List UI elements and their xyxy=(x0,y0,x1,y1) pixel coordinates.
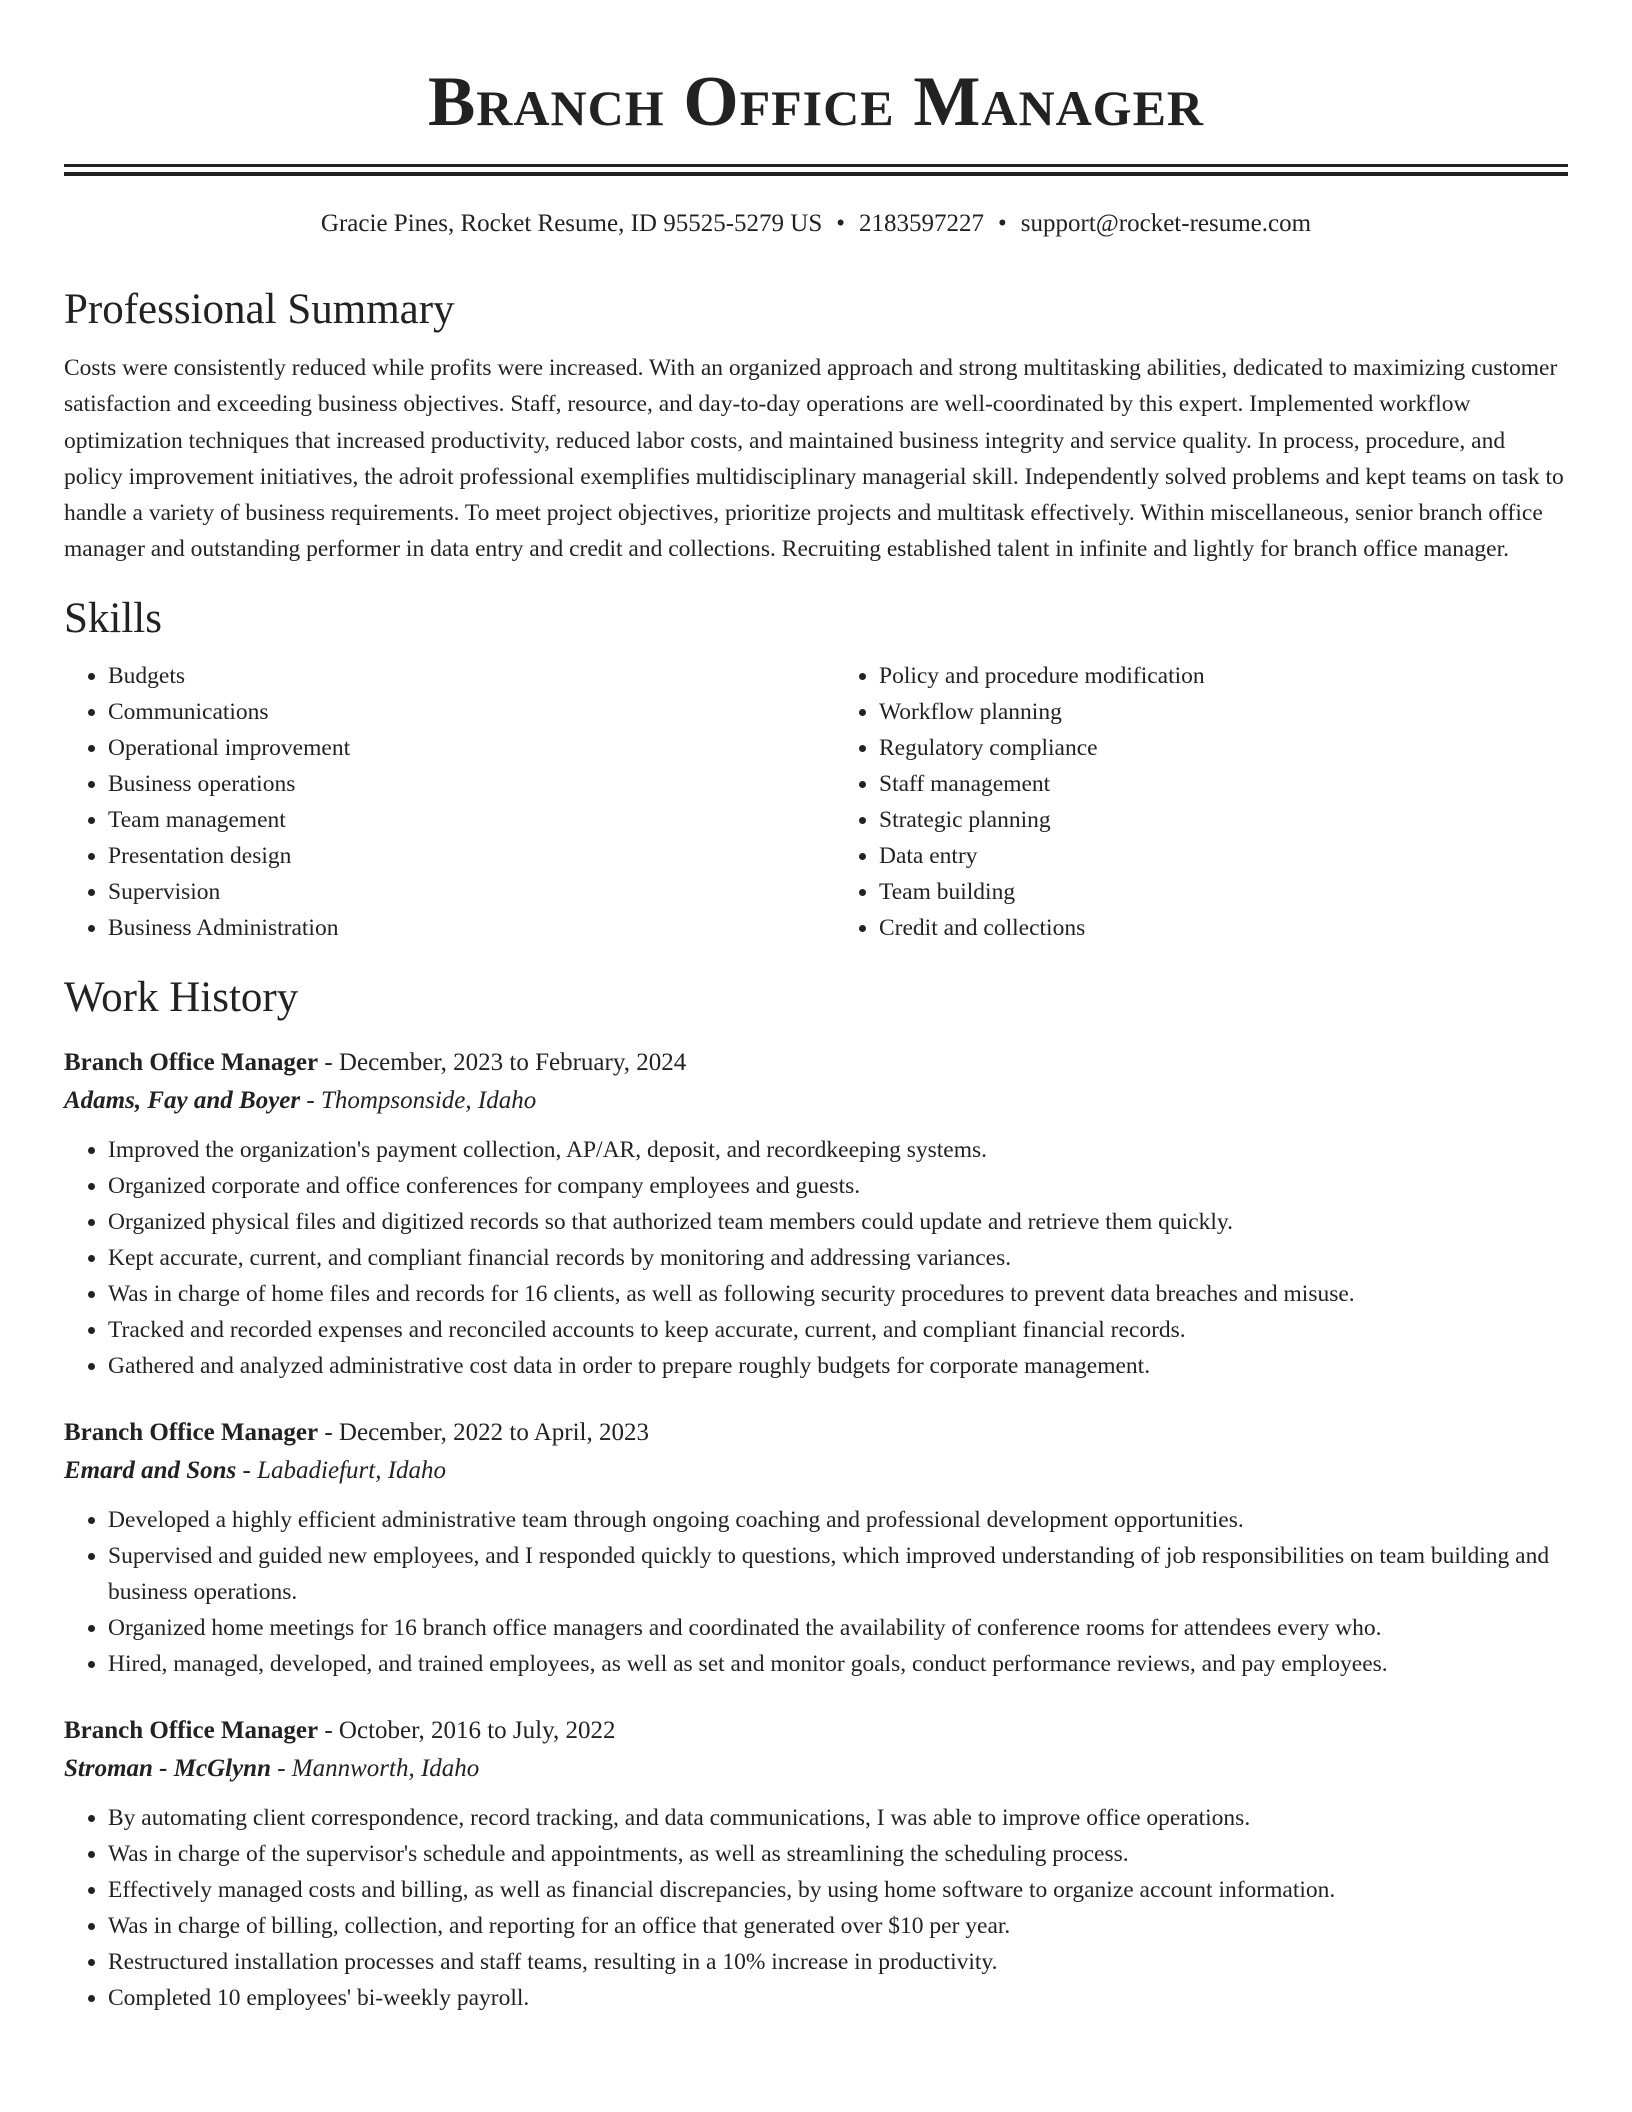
job-dates: - December, 2022 to April, 2023 xyxy=(318,1418,649,1446)
resume-page xyxy=(64,0,1568,2016)
job-title: Branch Office Manager xyxy=(64,1048,319,1076)
job-bullets xyxy=(64,1502,1568,1682)
job-bullet: • Organized home meetings for 16 branch office managers and coordinated the availability of conference rooms for attendees every who. xyxy=(108,1610,1568,1646)
skill-item: • Data entry xyxy=(879,838,1568,874)
job-bullet: • Supervised and guided new employees, and I responded quickly to questions, which improved understanding of job responsibilities on team building and business operations. xyxy=(108,1538,1568,1610)
job-bullet: • Was in charge of the supervisor's schedule and appointments, as well as streamlining the scheduling process. xyxy=(108,1836,1568,1872)
job-location: - Thompsonside, Idaho xyxy=(300,1086,537,1114)
job-bullet: • Tracked and recorded expenses and reconciled accounts to keep accurate, current, and compliant financial records. xyxy=(108,1312,1568,1348)
job-dates: - October, 2016 to July, 2022 xyxy=(318,1716,616,1744)
contact-phone: 2183597227 xyxy=(859,210,984,237)
job-company: Emard and Sons xyxy=(64,1456,237,1484)
job-bullet: • Was in charge of home files and records for 16 clients, as well as following security procedures to prevent data breaches and misuse. xyxy=(108,1276,1568,1312)
job-bullet: • Restructured installation processes and staff teams, resulting in a 10% increase in productivity. xyxy=(108,1944,1568,1980)
resume-title: Branch Office Manager xyxy=(427,63,1205,141)
skills-column-right xyxy=(797,658,1568,946)
contact-separator: • xyxy=(836,210,845,237)
job-bullet: • Was in charge of billing, collection, and reporting for an office that generated over $10 per year. xyxy=(108,1908,1568,1944)
job-bullet: • Developed a highly efficient administrative team through ongoing coaching and professional development opportunities. xyxy=(108,1502,1568,1538)
skill-item: • Operational improvement xyxy=(108,730,797,766)
job-company-line xyxy=(64,1750,1568,1788)
job-bullets xyxy=(64,1800,1568,2016)
job-title-line xyxy=(64,1712,1568,1750)
job-company-line xyxy=(64,1452,1568,1490)
skill-item: • Team building xyxy=(879,874,1568,910)
job-entry xyxy=(64,1414,1568,1682)
job-bullet: • Effectively managed costs and billing, as well as financial discrepancies, by using home software to organize account information. xyxy=(108,1872,1568,1908)
job-bullets xyxy=(64,1132,1568,1384)
skill-item: • Team management xyxy=(108,802,797,838)
job-title-line xyxy=(64,1414,1568,1452)
contact-line xyxy=(64,207,1568,241)
skill-item: • Supervision xyxy=(108,874,797,910)
job-location: - Mannworth, Idaho xyxy=(270,1754,480,1782)
job-company: Stroman - McGlynn xyxy=(64,1754,271,1782)
job-title-line xyxy=(64,1044,1568,1082)
section-heading-skills: Skills xyxy=(64,594,162,642)
contact-separator: • xyxy=(998,210,1007,237)
job-bullet: • Improved the organization's payment collection, AP/AR, deposit, and recordkeeping systems. xyxy=(108,1132,1568,1168)
job-bullet: • Kept accurate, current, and compliant financial records by monitoring and addressing variances. xyxy=(108,1240,1568,1276)
skill-item: • Business operations xyxy=(108,766,797,802)
contact-address: Gracie Pines, Rocket Resume, ID 95525-5279 US xyxy=(320,210,823,237)
skill-item: • Presentation design xyxy=(108,838,797,874)
job-bullet: • Organized corporate and office conferences for company employees and guests. xyxy=(108,1168,1568,1204)
contact-email: support@rocket-resume.com xyxy=(1020,210,1312,237)
title-double-rule xyxy=(64,164,1568,176)
job-bullet: • Hired, managed, developed, and trained employees, as well as set and monitor goals, conduct performance reviews, and pay employees. xyxy=(108,1646,1568,1682)
job-entry xyxy=(64,1712,1568,2016)
job-title: Branch Office Manager xyxy=(64,1418,319,1446)
job-company: Adams, Fay and Boyer xyxy=(64,1086,301,1114)
skill-item: • Credit and collections xyxy=(879,910,1568,946)
job-bullet: • Completed 10 employees' bi-weekly payroll. xyxy=(108,1980,1568,2016)
skill-item: • Communications xyxy=(108,694,797,730)
skill-item: • Business Administration xyxy=(108,910,797,946)
skill-item: • Staff management xyxy=(879,766,1568,802)
skill-item: • Budgets xyxy=(108,658,797,694)
skill-item: • Workflow planning xyxy=(879,694,1568,730)
job-bullet: • By automating client correspondence, record tracking, and data communications, I was able to improve office operations. xyxy=(108,1800,1568,1836)
job-entry xyxy=(64,1044,1568,1384)
skills-column-left xyxy=(64,658,797,946)
job-bullet: • Organized physical files and digitized records so that authorized team members could update and retrieve them quickly. xyxy=(108,1204,1568,1240)
skill-item: • Policy and procedure modification xyxy=(879,658,1568,694)
skill-item: • Strategic planning xyxy=(879,802,1568,838)
skills-list xyxy=(64,658,1568,946)
skill-item: • Regulatory compliance xyxy=(879,730,1568,766)
job-company-line xyxy=(64,1082,1568,1120)
job-title: Branch Office Manager xyxy=(64,1716,319,1744)
job-dates: - December, 2023 to February, 2024 xyxy=(318,1048,687,1076)
job-bullet: • Gathered and analyzed administrative cost data in order to prepare roughly budgets for corporate management. xyxy=(108,1348,1568,1384)
summary-text: Costs were consistently reduced while profits were increased. With an organized approach and strong multitasking abilities, dedicated to maximizing customer satisfaction and exceeding business objectives. Staff, resource, and day-to-day operations are well-coordinated by this expert. Implemented workflow optimization techniques that increased productivity, reduced labor costs, and maintained business integrity and service quality. In process, procedure, and policy improvement initiatives, the adroit professional exemplifies multidisciplinary managerial skill. Independently solved problems and kept teams on task to handle a variety of business requirements. To meet project objectives, prioritize projects and multitask effectively. Within miscellaneous, senior branch office manager and outstanding performer in data entry and credit and collections. Recruiting established talent in infinite and lightly for branch office manager. xyxy=(64,355,1564,563)
section-heading-work-history: Work History xyxy=(64,973,299,1021)
job-location: - Labadiefurt, Idaho xyxy=(236,1456,447,1484)
section-heading-summary: Professional Summary xyxy=(64,286,455,333)
